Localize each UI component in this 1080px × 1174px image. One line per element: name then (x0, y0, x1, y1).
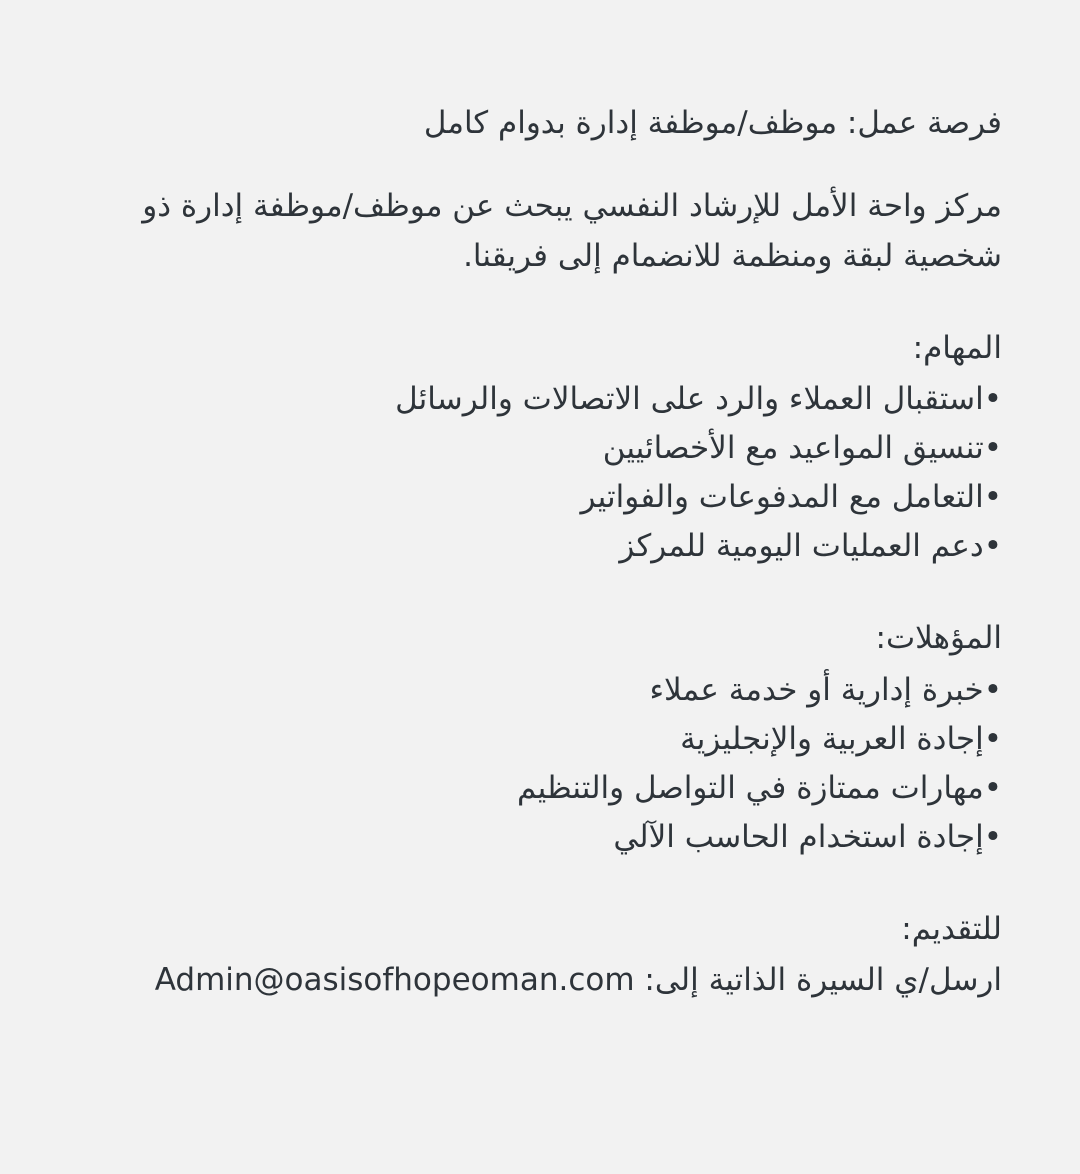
list-item (78, 715, 1002, 764)
apply-instruction (78, 956, 1002, 1004)
bullet-icon: • (983, 430, 1002, 467)
bullet-icon: • (983, 479, 1002, 516)
bullet-icon: • (983, 528, 1002, 565)
list-item (78, 522, 1002, 571)
section-title-qualifications: المؤهلات: (875, 620, 1002, 657)
list-item (78, 764, 1002, 813)
list-item-label: إجادة استخدام الحاسب الآلي (613, 818, 984, 855)
list-item-label: تنسيق المواعيد مع الأخصائيين (602, 430, 984, 467)
bullet-icon: • (983, 720, 1002, 757)
list-item-label: خبرة إدارية أو خدمة عملاء (649, 671, 984, 708)
bullet-icon: • (983, 381, 1002, 418)
qualifications-list (78, 666, 1002, 862)
list-item-label: التعامل مع المدفوعات والفواتير (580, 479, 984, 516)
bullet-icon: • (983, 671, 1002, 708)
list-item (78, 473, 1002, 522)
list-item-label: إجادة العربية والإنجليزية (680, 720, 984, 757)
tasks-list (78, 375, 1002, 571)
contact-email[interactable]: Admin@oasisofhopeoman.com (154, 962, 635, 999)
list-item (78, 424, 1002, 473)
apply-section (78, 906, 1002, 1005)
intro-paragraph: مركز واحة الأمل للإرشاد النفسي يبحث عن موظف/موظفة إدارة ذو شخصية لبقة ومنظمة للانضمام إلى فريقنا. (142, 187, 1002, 274)
list-item (78, 813, 1002, 862)
apply-instruction-label: ارسل/ي السيرة الذاتية إلى: (644, 962, 1002, 999)
list-item-label: دعم العمليات اليومية للمركز (619, 528, 984, 565)
list-item (78, 375, 1002, 424)
list-item-label: مهارات ممتازة في التواصل والتنظيم (516, 769, 984, 806)
bullet-icon: • (983, 818, 1002, 855)
section-title-apply: للتقديم: (901, 910, 1002, 947)
list-item (78, 666, 1002, 715)
bullet-icon: • (983, 769, 1002, 806)
page-title: فرصة عمل: موظف/موظفة إدارة بدوام كامل (423, 105, 1002, 141)
list-item-label: استقبال العملاء والرد على الاتصالات والرسائل (395, 381, 984, 418)
section-title-tasks: المهام: (912, 329, 1002, 366)
